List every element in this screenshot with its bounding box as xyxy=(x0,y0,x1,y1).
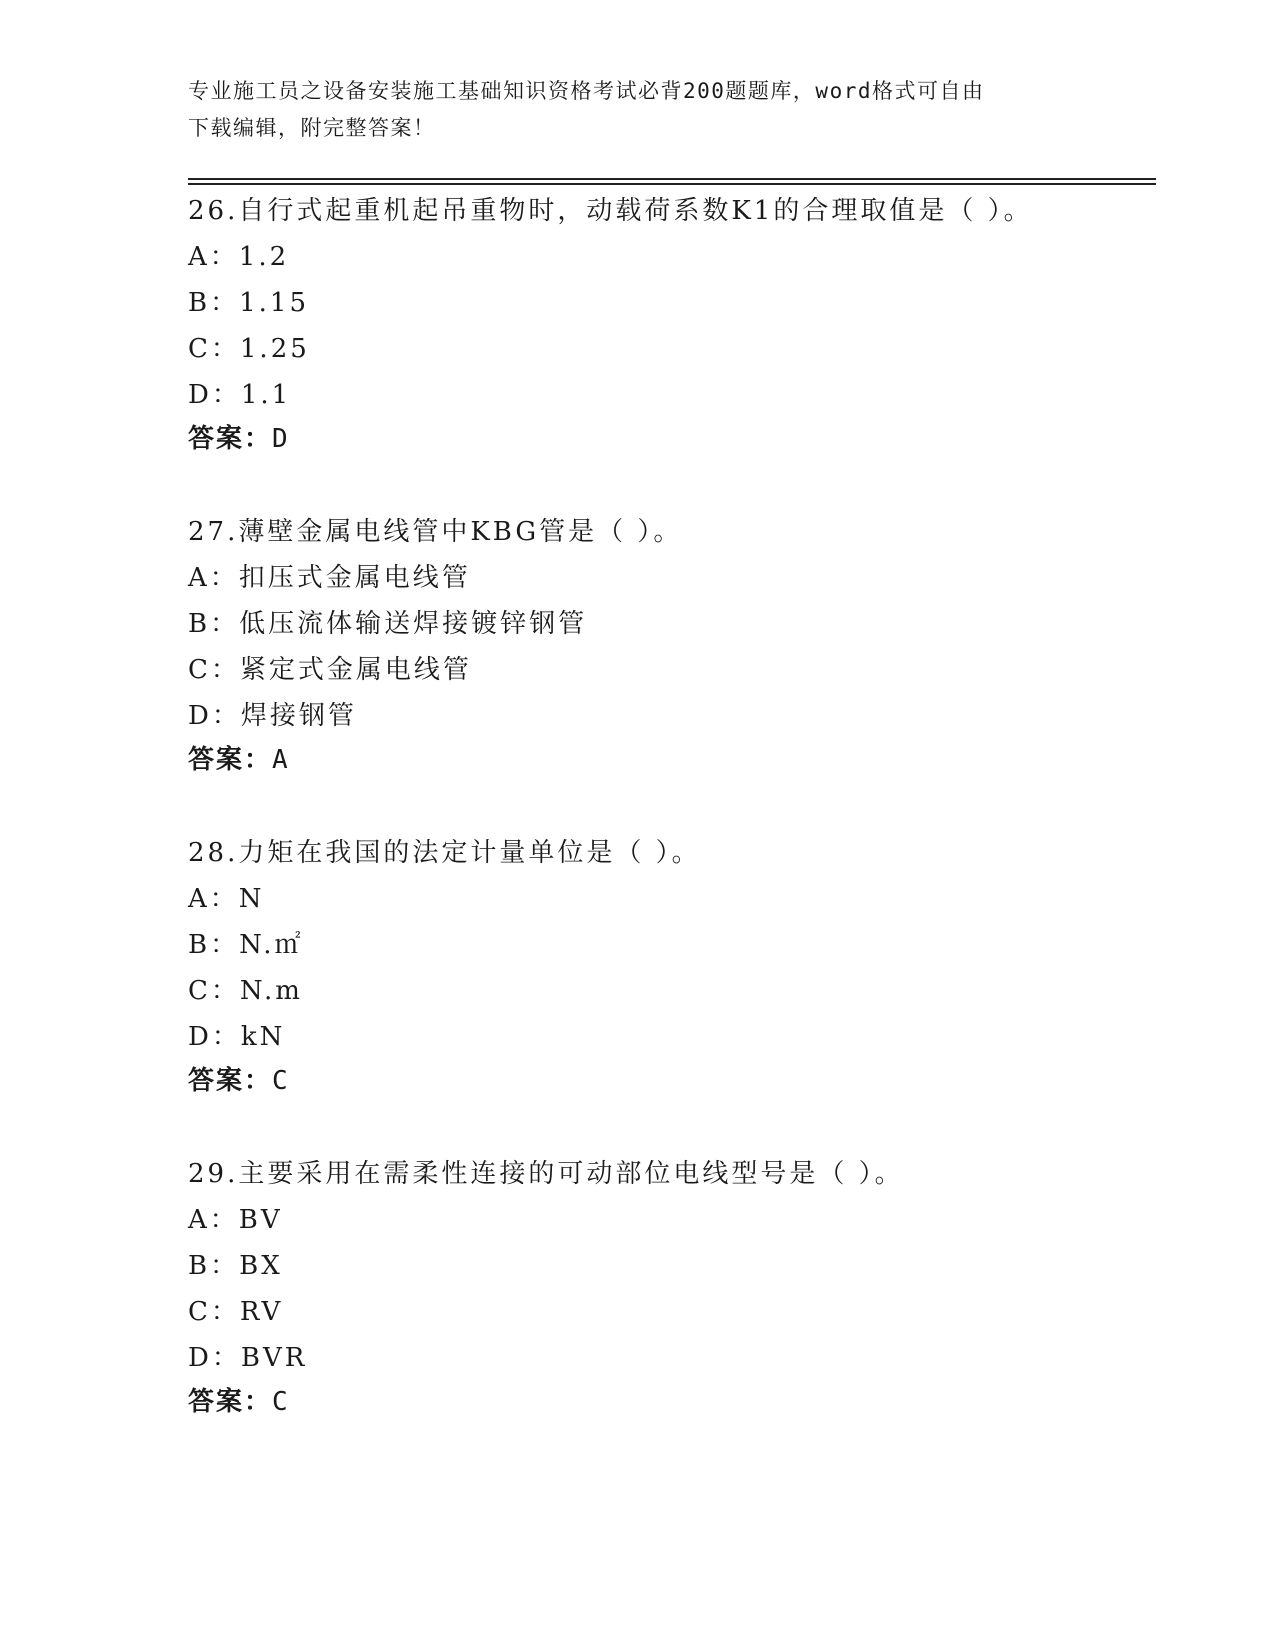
question-stem: 27.薄壁金属电线管中KBG管是（ ）。 xyxy=(188,517,683,547)
document-header xyxy=(188,73,1088,147)
option-a: A：扣压式金属电线管 xyxy=(188,563,471,593)
answer-label: 答案： xyxy=(188,424,273,454)
answer-value: D xyxy=(272,424,290,454)
option-b: B：BX xyxy=(188,1251,283,1281)
option-c: C：紧定式金属电线管 xyxy=(188,655,472,685)
option-c: C：RV xyxy=(188,1297,284,1327)
option-a: A：1.2 xyxy=(188,242,290,272)
header-divider-bottom xyxy=(188,183,1156,185)
header-divider-top xyxy=(188,178,1156,180)
option-d: D：kN xyxy=(188,1022,286,1052)
answer-line xyxy=(188,1379,290,1425)
option-d: D：焊接钢管 xyxy=(188,701,357,731)
option-d: D：BVR xyxy=(188,1343,308,1373)
answer-label: 答案： xyxy=(188,1387,273,1417)
question-28 xyxy=(188,830,1156,1151)
header-title-line-2: 下载编辑，附完整答案！ xyxy=(188,116,436,140)
option-c: C：N.m xyxy=(188,976,303,1006)
answer-value: C xyxy=(272,1066,290,1096)
option-d: D：1.1 xyxy=(188,380,292,410)
option-a: A：N xyxy=(188,884,265,914)
answer-line xyxy=(188,416,290,462)
question-stem: 28.力矩在我国的法定计量单位是（ ）。 xyxy=(188,838,701,868)
option-b: B：N.㎡ xyxy=(188,930,304,960)
answer-line xyxy=(188,737,290,783)
question-list xyxy=(188,188,1156,1472)
answer-label: 答案： xyxy=(188,1066,273,1096)
answer-line xyxy=(188,1058,290,1104)
question-stem: 29.主要采用在需柔性连接的可动部位电线型号是（ ）。 xyxy=(188,1159,904,1189)
question-29 xyxy=(188,1151,1156,1472)
header-title-line-1: 专业施工员之设备安装施工基础知识资格考试必背200题题库，word格式可自由 xyxy=(188,79,985,103)
option-c: C：1.25 xyxy=(188,334,310,364)
option-b: B：低压流体输送焊接镀锌钢管 xyxy=(188,609,588,639)
answer-value: C xyxy=(272,1387,290,1417)
option-b: B：1.15 xyxy=(188,288,309,318)
question-27 xyxy=(188,509,1156,830)
question-stem: 26.自行式起重机起吊重物时，动载荷系数K1的合理取值是（ ）。 xyxy=(188,196,1033,226)
question-26 xyxy=(188,188,1156,509)
option-a: A：BV xyxy=(188,1205,283,1235)
answer-label: 答案： xyxy=(188,745,273,775)
answer-value: A xyxy=(272,745,290,775)
